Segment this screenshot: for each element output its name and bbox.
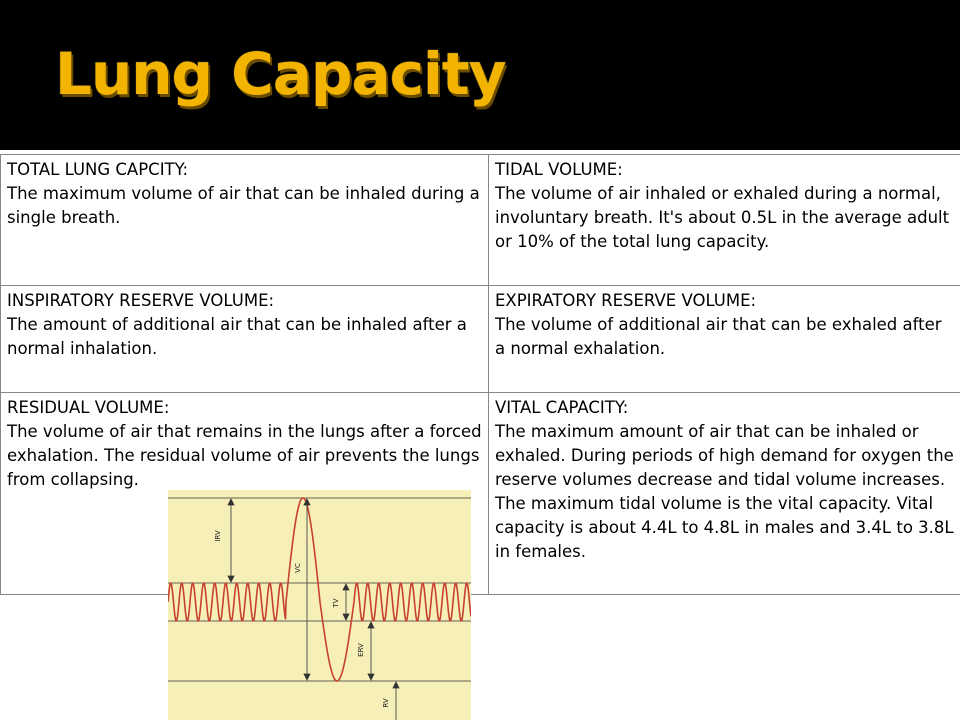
cell-text: The volume of air that remains in the lungs after a forced exhalation. The residual volume of air prevents the lungs from collapsing. [7, 422, 482, 489]
label-erv: ERV [357, 643, 365, 657]
cell-expiratory-reserve-volume [489, 286, 960, 393]
lung-volumes-table [0, 154, 960, 595]
label-irv: IRV [214, 530, 222, 542]
cell-heading: EXPIRATORY RESERVE VOLUME: [495, 291, 757, 310]
cell-text: The volume of additional air that can be exhaled after a normal exhalation. [495, 315, 942, 358]
table-row [1, 393, 960, 595]
spirogram-diagram [168, 490, 471, 720]
label-rv: RV [382, 698, 390, 708]
cell-heading: RESIDUAL VOLUME: [7, 398, 170, 417]
cell-vital-capacity [489, 393, 960, 595]
cell-inspiratory-reserve-volume [1, 286, 489, 393]
label-tv: TV [332, 598, 340, 608]
table-row [1, 286, 960, 393]
cell-heading: VITAL CAPACITY: [495, 398, 629, 417]
slide-title: Lung Capacity [55, 40, 506, 108]
cell-tidal-volume [489, 155, 960, 286]
cell-heading: TOTAL LUNG CAPCITY: [7, 160, 189, 179]
cell-total-lung-capacity [1, 155, 489, 286]
label-vc: VC [294, 563, 302, 573]
cell-heading: TIDAL VOLUME: [495, 160, 623, 179]
cell-text: The volume of air inhaled or exhaled during a normal, involuntary breath. It's about 0.5L in the average adult or 10% of the total lung capacity. [495, 184, 950, 251]
cell-text: The maximum amount of air that can be inhaled or exhaled. During periods of high demand for oxygen the reserve volumes decrease and tidal volume increases. The maximum tidal volume is the vital capacity. Vital capacity is about 4.4L to 4.8L in males and 3.4L to 3.8L in females. [495, 422, 954, 561]
cell-text: The maximum volume of air that can be inhaled during a single breath. [7, 184, 480, 227]
table-row [1, 155, 960, 286]
content-area [0, 150, 960, 720]
cell-heading: INSPIRATORY RESERVE VOLUME: [7, 291, 275, 310]
cell-text: The amount of additional air that can be inhaled after a normal inhalation. [7, 315, 467, 358]
